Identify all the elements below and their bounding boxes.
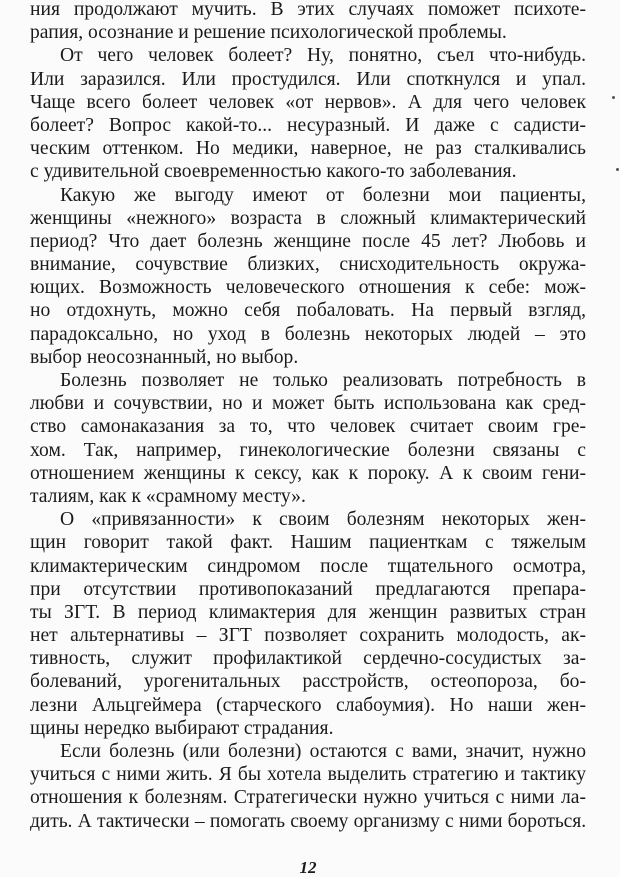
text-line: климактерическим синдромом после тщательного осмотра, — [30, 555, 586, 577]
text-line: ты ЗГТ. В период климактерия для женщин развитых стран — [30, 601, 586, 623]
text-line: с удивительной своевременностью какого-то заболевания. — [30, 161, 517, 183]
text-line: парадоксально, но уход в болезнь некоторых людей – это — [30, 323, 586, 345]
text-line: отношением женщины к сексу, как к пороку. А к своим гени- — [30, 462, 586, 484]
text-line: женщины «нежного» возраста в сложный климактерический — [30, 207, 586, 229]
text-line: внимание, сочувствие близких, снисходительность окружа- — [30, 254, 586, 276]
text-line: нет альтернативы – ЗГТ позволяет сохранить молодость, ак- — [30, 625, 586, 647]
text-line: Болезнь позволяет не только реализовать потребность в — [60, 370, 586, 391]
page-body-text — [30, 0, 586, 833]
scan-speck — [616, 168, 619, 171]
text-line: Какую же выгоду имеют от болезни мои пациенты, — [60, 184, 586, 206]
text-line: щины нередко выбирают страдания. — [30, 717, 334, 739]
text-line: От чего человек болеет? Ну, понятно, съел что-нибудь. — [60, 45, 586, 67]
text-line: отношения к болезням. Стратегически нужно учиться с ними ла- — [30, 787, 586, 809]
text-line: хом. Так, например, гинекологические болезни связаны с — [30, 439, 586, 461]
text-line: лезни Альцгеймера (старческого слабоумия). Но наши жен- — [30, 694, 586, 716]
text-line: Если болезнь (или болезни) остаются с вами, значит, нужно — [60, 741, 586, 762]
text-line: учиться с ними жить. Я бы хотела выделить стратегию и тактику — [30, 764, 586, 786]
text-line: болеваний, урогенитальных расстройств, остеопороза, бо- — [30, 671, 586, 693]
text-line: но отдохнуть, можно себя побаловать. На первый взгляд, — [30, 300, 586, 322]
text-line: период? Что дает болезнь женщине после 45 лет? Любовь и — [30, 230, 586, 252]
text-line: Или заразился. Или простудился. Или споткнулся и упал. — [30, 68, 586, 90]
text-line: Чаще всего болеет человек «от нервов». А для чего человек — [30, 91, 586, 113]
page-number: 12 — [299, 858, 317, 877]
text-line: ство самонаказания за то, что человек считает своим гре- — [30, 416, 586, 438]
text-line: рапия, осознание и решение психологической проблемы. — [30, 22, 507, 44]
scan-speck — [612, 96, 615, 99]
text-line: при отсутствии противопоказаний предлагаются препара- — [30, 578, 586, 600]
text-line: любви и сочувствии, но и может быть использована как сред- — [30, 393, 586, 415]
text-line: ния продолжают мучить. В этих случаях поможет психоте- — [30, 0, 586, 20]
text-line: щин говорит такой факт. Нашим пациенткам с тяжелым — [30, 532, 586, 554]
text-line: выбор неосознанный, но выбор. — [30, 346, 299, 368]
text-line: О «привязанности» к своим болезням некоторых жен- — [60, 509, 586, 531]
text-line: ческим оттенком. Но медики, наверное, не раз сталкивались — [30, 138, 586, 160]
text-line: болеет? Вопрос какой-то... несуразный. И даже с садисти- — [30, 114, 586, 136]
text-line: ющих. Возможность человеческого отношения к себе: мож- — [30, 277, 586, 299]
text-line: дить. А тактически – помогать своему организму с ними бороться. — [30, 810, 586, 832]
text-line: тивность, служит профилактикой сердечно-сосудистых за- — [30, 648, 586, 670]
text-line: талиям, как к «срамному месту». — [30, 485, 306, 507]
